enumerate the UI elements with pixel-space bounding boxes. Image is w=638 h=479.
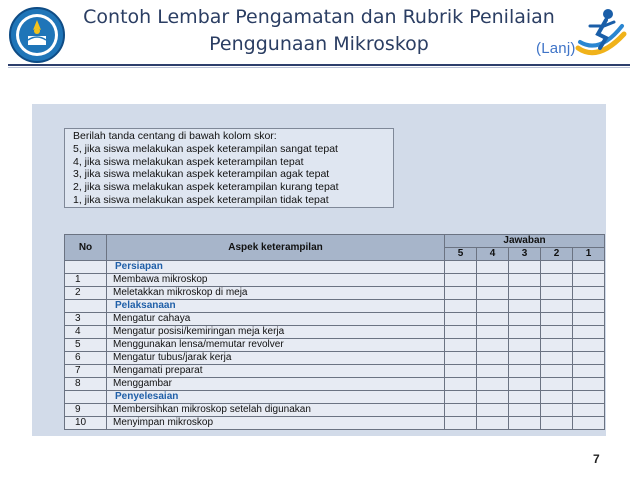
table-row [65,378,605,391]
score-cell[interactable] [477,339,509,352]
row-no: 4 [65,326,107,339]
col-header-answer: Jawaban [445,235,605,248]
score-cell[interactable] [541,391,573,404]
score-cell[interactable] [477,352,509,365]
score-cell[interactable] [573,352,605,365]
score-cell[interactable] [477,326,509,339]
row-aspect: Pelaksanaan [107,300,445,313]
score-header: 5 [445,248,477,261]
score-cell[interactable] [573,391,605,404]
row-aspect: Mengatur cahaya [107,313,445,326]
instructions-box [64,128,394,208]
score-cell[interactable] [477,274,509,287]
score-cell[interactable] [509,261,541,274]
score-cell[interactable] [541,339,573,352]
row-aspect: Persiapan [107,261,445,274]
score-cell[interactable] [541,404,573,417]
score-cell[interactable] [509,378,541,391]
table-row-section [65,300,605,313]
table-row [65,417,605,430]
score-cell[interactable] [573,378,605,391]
score-cell[interactable] [445,365,477,378]
score-cell[interactable] [541,326,573,339]
score-cell[interactable] [573,313,605,326]
score-cell[interactable] [477,261,509,274]
instruction-line: 4, jika siswa melakukan aspek keterampilan tepat [73,155,304,168]
col-header-no: No [65,235,107,261]
continued-label: (Lanj) [536,40,576,57]
score-cell[interactable] [477,300,509,313]
row-aspect: Membawa mikroskop [107,274,445,287]
score-cell[interactable] [509,417,541,430]
score-cell[interactable] [541,287,573,300]
score-header: 1 [573,248,605,261]
score-cell[interactable] [445,261,477,274]
row-aspect: Mengatur tubus/jarak kerja [107,352,445,365]
score-cell[interactable] [541,378,573,391]
score-cell[interactable] [445,300,477,313]
score-cell[interactable] [573,404,605,417]
score-cell[interactable] [509,300,541,313]
row-aspect: Membersihkan mikroskop setelah digunakan [107,404,445,417]
score-cell[interactable] [573,300,605,313]
score-cell[interactable] [445,378,477,391]
row-no: 10 [65,417,107,430]
instruction-line: 3, jika siswa melakukan aspek keterampilan agak tepat [73,168,330,181]
row-no: 5 [65,339,107,352]
score-cell[interactable] [477,417,509,430]
table-row [65,287,605,300]
score-cell[interactable] [509,365,541,378]
tut-wuri-handayani-logo-icon [8,6,66,64]
header-divider [8,64,630,66]
running-figure-logo-icon [570,4,632,66]
score-cell[interactable] [445,274,477,287]
score-cell[interactable] [445,326,477,339]
slide-title [70,4,568,58]
table-row [65,365,605,378]
row-no: 6 [65,352,107,365]
score-cell[interactable] [573,339,605,352]
score-cell[interactable] [509,287,541,300]
row-aspect: Menggambar [107,378,445,391]
score-cell[interactable] [445,339,477,352]
row-no [65,261,107,274]
score-cell[interactable] [509,404,541,417]
rubric-table [64,234,605,430]
col-header-aspect: Aspek keterampilan [107,235,445,261]
table-row [65,313,605,326]
table-row [65,274,605,287]
row-no: 8 [65,378,107,391]
table-row [65,326,605,339]
row-no: 9 [65,404,107,417]
table-row [65,404,605,417]
row-no [65,391,107,404]
row-no: 2 [65,287,107,300]
score-cell[interactable] [509,391,541,404]
score-cell[interactable] [509,313,541,326]
table-row-section [65,391,605,404]
score-cell[interactable] [477,287,509,300]
score-cell[interactable] [541,365,573,378]
instruction-line: 5, jika siswa melakukan aspek keterampilan sangat tepat [73,142,338,155]
score-cell[interactable] [541,274,573,287]
score-cell[interactable] [509,326,541,339]
score-cell[interactable] [541,261,573,274]
score-cell[interactable] [477,365,509,378]
score-cell[interactable] [541,352,573,365]
header-divider-thin [8,67,630,68]
score-cell[interactable] [445,313,477,326]
score-cell[interactable] [541,300,573,313]
score-cell[interactable] [573,261,605,274]
row-aspect: Menyimpan mikroskop [107,417,445,430]
score-cell[interactable] [477,313,509,326]
row-aspect: Mengatur posisi/kemiringan meja kerja [107,326,445,339]
score-cell[interactable] [509,352,541,365]
score-cell[interactable] [445,352,477,365]
instruction-line: 2, jika siswa melakukan aspek keterampilan kurang tepat [73,181,339,194]
score-cell[interactable] [445,417,477,430]
score-cell[interactable] [541,417,573,430]
score-cell[interactable] [445,391,477,404]
score-cell[interactable] [573,417,605,430]
instruction-line: Berilah tanda centang di bawah kolom skor: [73,130,277,142]
row-no: 1 [65,274,107,287]
score-cell[interactable] [477,391,509,404]
row-no [65,300,107,313]
row-aspect: Menggunakan lensa/memutar revolver [107,339,445,352]
score-cell[interactable] [541,313,573,326]
slide-title-line1: Contoh Lembar Pengamatan dan Rubrik Penilaian [83,6,555,28]
score-cell[interactable] [573,365,605,378]
row-aspect: Mengamati preparat [107,365,445,378]
slide-title-line2: Penggunaan Mikroskop [209,33,429,55]
table-row [65,339,605,352]
page-number: 7 [593,452,600,466]
score-cell[interactable] [573,287,605,300]
instruction-line: 1, jika siswa melakukan aspek keterampilan tidak tepat [73,193,329,206]
score-cell[interactable] [573,326,605,339]
score-cell[interactable] [477,404,509,417]
score-cell[interactable] [445,287,477,300]
table-row [65,352,605,365]
row-aspect: Meletakkan mikroskop di meja [107,287,445,300]
score-header: 4 [477,248,509,261]
row-aspect: Penyelesaian [107,391,445,404]
score-cell[interactable] [445,404,477,417]
score-cell[interactable] [477,378,509,391]
row-no: 7 [65,365,107,378]
table-row-section [65,261,605,274]
score-cell[interactable] [509,274,541,287]
score-cell[interactable] [573,274,605,287]
row-no: 3 [65,313,107,326]
score-header: 3 [509,248,541,261]
score-header: 2 [541,248,573,261]
score-cell[interactable] [509,339,541,352]
